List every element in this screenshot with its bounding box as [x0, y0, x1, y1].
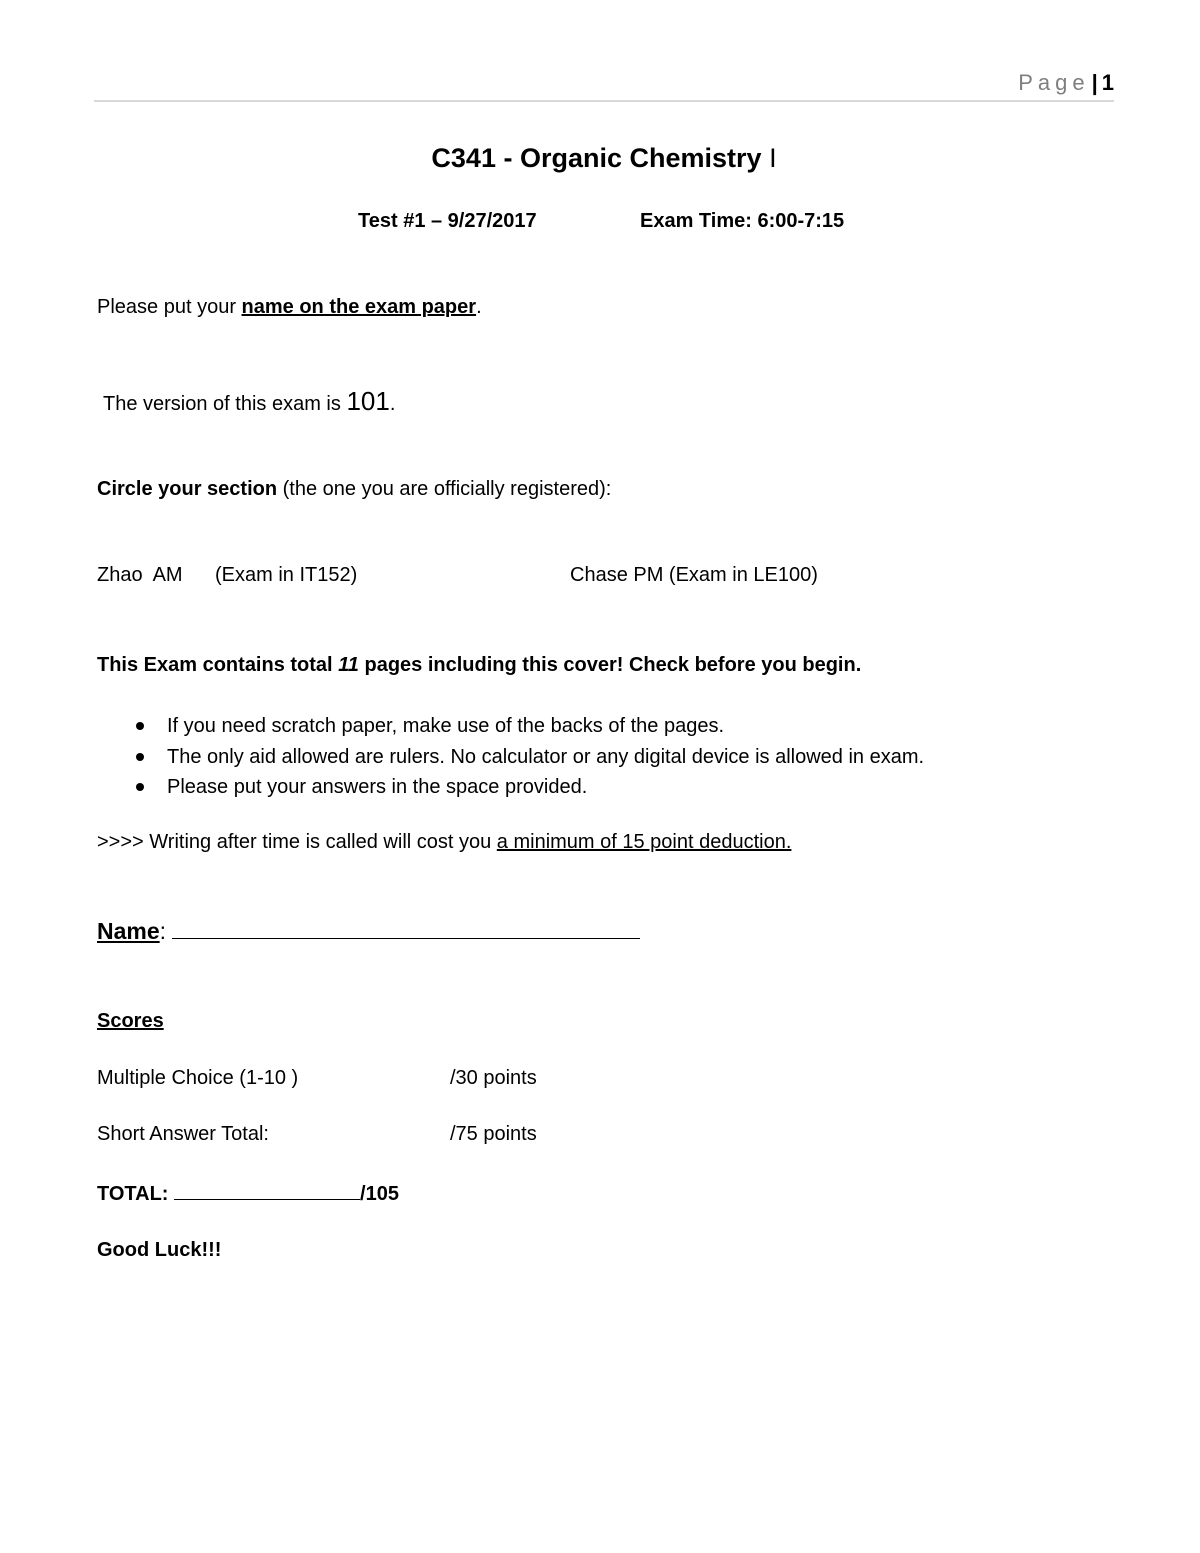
closing-message: Good Luck!!!: [97, 1239, 222, 1261]
score-value-short-answer: /75 points: [450, 1123, 537, 1145]
rule-text: Please put your answers in the space provided.: [167, 776, 588, 798]
version-prefix: The version of this exam is: [103, 393, 347, 415]
time-warning-prefix: >>>> Writing after time is called will cost you: [97, 831, 497, 853]
rule-text: If you need scratch paper, make use of the backs of the pages.: [167, 715, 725, 737]
page-count-number: 11: [338, 654, 359, 676]
course-title: C341 - Organic Chemistry: [431, 143, 762, 173]
rule-text: The only aid allowed are rulers. No calculator or any digital device is allowed in exam.: [167, 745, 925, 768]
name-instruction: [97, 296, 482, 319]
section-option-pm: Chase PM (Exam in LE100): [570, 564, 818, 586]
section-instruction: [97, 478, 611, 501]
name-instruction-prefix: Please put your: [97, 296, 242, 318]
score-value-multiple-choice: /30 points: [450, 1067, 537, 1089]
time-warning-emphasis: a minimum of 15 point deduction.: [496, 831, 792, 853]
name-instruction-emphasis: name on the exam paper: [241, 296, 477, 318]
score-label-multiple-choice: Multiple Choice (1-10 ): [97, 1067, 299, 1089]
name-field: [97, 918, 640, 945]
total-label: TOTAL:: [97, 1183, 169, 1205]
section-label: Circle your section: [97, 478, 278, 500]
time-warning: [97, 831, 791, 854]
name-field-colon: :: [159, 918, 167, 944]
page-separator: |: [1091, 70, 1098, 95]
score-label-short-answer: Short Answer Total:: [97, 1123, 269, 1145]
page-count-prefix: This Exam contains total: [97, 654, 339, 676]
list-item: [167, 712, 924, 743]
page-count-notice: [97, 654, 861, 677]
section-am-name: Zhao AM: [97, 564, 183, 586]
page-header: [1018, 70, 1114, 96]
name-blank-line[interactable]: [172, 918, 640, 939]
version-line: [103, 386, 395, 417]
test-info: Test #1 – 9/27/2017: [358, 210, 537, 232]
page-number: 1: [1101, 70, 1114, 95]
course-title-suffix: I: [769, 143, 777, 173]
section-option-am-location: (Exam in IT152): [215, 564, 358, 586]
scores-heading: Scores: [97, 1010, 164, 1032]
exam-time: Exam Time: 6:00-7:15: [640, 210, 845, 232]
header-divider: [94, 100, 1114, 102]
page-count-suffix: pages including this cover! Check before you begin.: [358, 654, 862, 676]
page-word: Page: [1018, 70, 1090, 95]
name-field-label: Name: [97, 918, 160, 944]
bullet-icon: [136, 753, 144, 761]
bullet-icon: [136, 783, 144, 791]
list-item: [167, 743, 924, 774]
name-instruction-suffix: .: [476, 296, 482, 318]
exam-title: [0, 143, 1200, 174]
total-value: /105: [360, 1183, 399, 1205]
list-item: [167, 773, 924, 804]
section-option-am: [97, 564, 183, 587]
version-number: 101: [346, 386, 390, 416]
total-score: [97, 1181, 399, 1206]
bullet-icon: [136, 722, 144, 730]
section-note: (the one you are officially registered):: [277, 478, 612, 500]
exam-rules-list: [97, 712, 924, 804]
version-suffix: .: [389, 393, 396, 415]
total-blank-line[interactable]: [174, 1181, 360, 1200]
